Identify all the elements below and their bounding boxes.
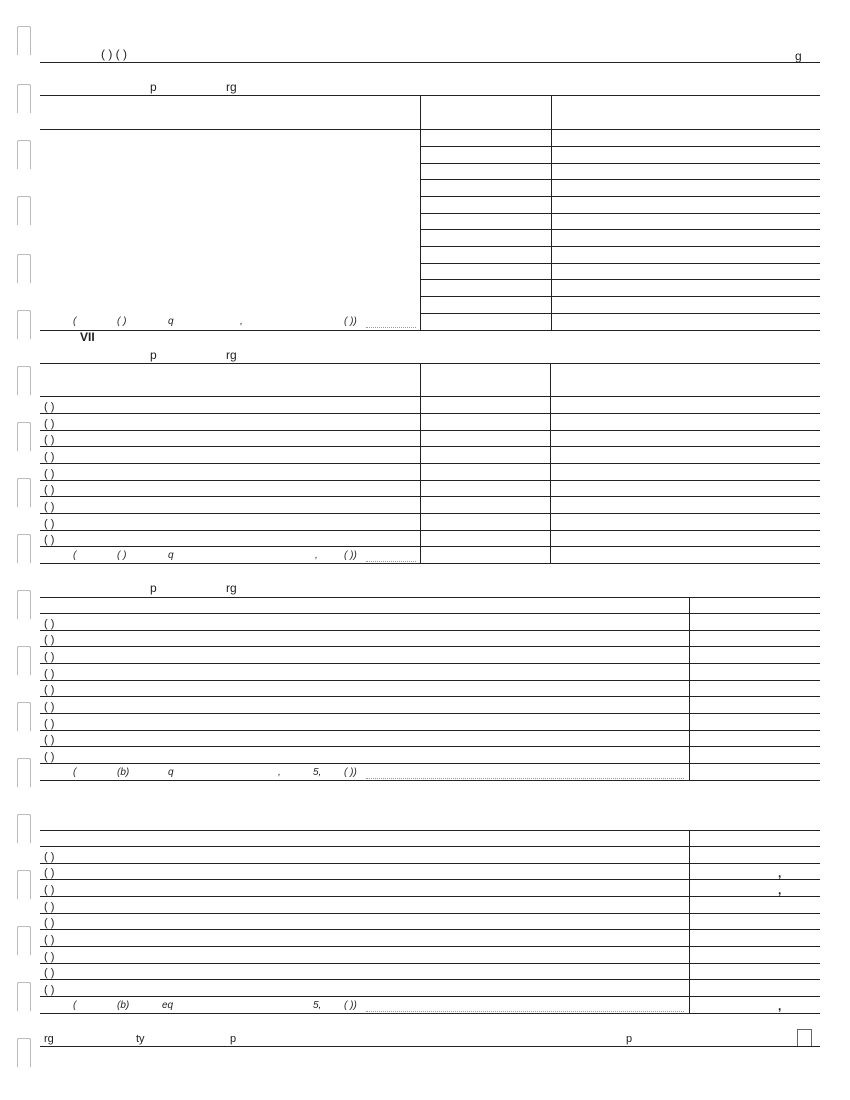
section-3-top-rule [40,597,820,598]
row-marker: ( ) [44,967,55,979]
section-3-footer-q: q [168,767,174,778]
row-line [40,446,820,447]
row-marker: ( ) [44,401,55,413]
row-line [40,646,820,647]
row-marker: ( ) [44,951,55,963]
section-3-bottom-rule [40,780,820,781]
section-3-head-p: p [150,581,157,595]
binder-tab [17,814,31,843]
row-line [40,763,820,764]
section-1-top-rule [40,95,820,96]
row-line [40,663,820,664]
row-marker: ( ) [44,884,55,896]
section-3-footer-open: ( [73,767,77,778]
row-line [40,546,820,547]
comma-mark: , [778,866,782,880]
footer-mid1-text: ty [136,1033,145,1045]
section-1-footer-comma: , [240,316,243,327]
row-marker: ( ) [44,684,55,696]
section-4-footer-num: 5, [313,1000,322,1011]
row-line [40,963,820,964]
section-2-tag: VII [80,330,95,344]
row-line [40,746,820,747]
binder-tab [17,758,31,787]
section-1-footer-open: ( [73,316,77,327]
footer-right-text: p [626,1033,633,1045]
row-line [40,480,820,481]
row-line [40,680,820,681]
row-line [40,430,820,431]
section-3-footer-num: 5, [313,767,322,778]
row-marker: ( ) [44,668,55,680]
row-marker: ( ) [44,518,55,530]
grid-row-line [420,179,820,180]
section-3-footer-mid: (b) [117,767,130,778]
row-line [40,879,820,880]
row-marker: ( ) [44,434,55,446]
binder-tab [17,254,31,283]
section-4-bottom-rule [40,1013,820,1014]
section-1-head-p: p [150,80,157,94]
row-line [40,713,820,714]
binder-tab [17,26,31,55]
section-1-footer-q: q [168,316,174,327]
grid-row-line [420,163,820,164]
row-line [40,530,820,531]
binder-tab [17,870,31,899]
section-1-footer-mid: ( ) [117,316,127,327]
footer-left-text: rg [44,1033,54,1045]
row-marker: ( ) [44,501,55,513]
row-line [40,696,820,697]
section-2-footer-end: ( )) [344,550,357,561]
footer-rule [40,1046,820,1047]
row-line [40,979,820,980]
section-4-footer-mid: (b) [117,1000,130,1011]
row-marker: ( ) [44,651,55,663]
row-marker: ( ) [44,701,55,713]
row-marker: ( ) [44,734,55,746]
header-line-text: ( ) ( ) [101,47,127,61]
grid-row-line [420,129,820,130]
binder-tab [17,646,31,675]
section-3-head-bottom [40,613,820,614]
footer-checkbox[interactable] [797,1029,812,1047]
grid-row-line [420,146,820,147]
row-marker: ( ) [44,484,55,496]
footer-mid2-text: p [230,1033,237,1045]
section-4-footer-end: ( )) [344,1000,357,1011]
binder-tab [17,310,31,339]
section-1-footer-end: ( )) [344,316,357,327]
binder-tab [17,84,31,113]
section-3-divider [689,597,690,780]
binder-tab [17,422,31,451]
row-marker: ( ) [44,984,55,996]
grid-row-line [420,263,820,264]
leader-dots [366,1011,684,1012]
section-3-head-rg: rg [226,581,237,595]
section-2-head-p: p [150,348,157,362]
row-marker: ( ) [44,901,55,913]
section-2-bottom-rule [40,563,820,564]
section-1-desc-rule [40,129,420,130]
row-marker: ( ) [44,451,55,463]
row-line [40,630,820,631]
grid-row-line [420,229,820,230]
grid-row-line [420,213,820,214]
binder-tab [17,926,31,955]
section-2-top-rule [40,363,820,364]
comma-mark: , [778,883,782,897]
row-line [40,863,820,864]
section-2-footer-q: q [168,550,174,561]
section-2-footer-comma: , [315,550,318,561]
leader-dots [366,778,684,779]
binder-tab [17,702,31,731]
section-4-divider [689,830,690,1013]
row-marker: ( ) [44,634,55,646]
section-4-head-bottom [40,846,820,847]
row-marker: ( ) [44,867,55,879]
section-2-head-rg: rg [226,348,237,362]
binder-tab [17,590,31,619]
row-line [40,996,820,997]
row-line [40,413,820,414]
section-3-footer-end: ( )) [344,767,357,778]
row-line [40,496,820,497]
grid-row-line [420,246,820,247]
row-marker: ( ) [44,718,55,730]
row-marker: ( ) [44,418,55,430]
grid-row-line [420,313,820,314]
row-marker: ( ) [44,934,55,946]
row-marker: ( ) [44,468,55,480]
row-marker: ( ) [44,534,55,546]
row-line [40,946,820,947]
section-2-head-bottom [40,396,820,397]
row-line [40,463,820,464]
binder-tab [17,196,31,225]
leader-dots [366,327,416,328]
section-2-footer-mid: ( ) [117,550,127,561]
row-marker: ( ) [44,917,55,929]
section-3-footer-comma: , [278,767,281,778]
binder-tab [17,366,31,395]
section-4-footer-q: eq [162,1000,174,1011]
row-line [40,929,820,930]
binder-tab [17,534,31,563]
binder-tab [17,982,31,1011]
row-line [40,730,820,731]
grid-row-line [420,196,820,197]
binder-tab [17,140,31,169]
header-right-text: g [795,49,802,63]
section-4-top-rule [40,830,820,831]
binder-tab [17,1038,31,1067]
row-marker: ( ) [44,618,55,630]
grid-row-line [420,296,820,297]
section-1-bottom-rule [40,330,820,331]
row-marker: ( ) [44,751,55,763]
section-4-footer-open: ( [73,1000,77,1011]
comma-mark: , [778,999,782,1013]
row-line [40,913,820,914]
grid-row-line [420,279,820,280]
section-1-head-rg: rg [226,80,237,94]
row-marker: ( ) [44,851,55,863]
row-line [40,513,820,514]
section-2-footer-open: ( [73,550,77,561]
row-line [40,896,820,897]
binder-tab [17,478,31,507]
header-rule [40,62,820,63]
leader-dots [366,561,416,562]
